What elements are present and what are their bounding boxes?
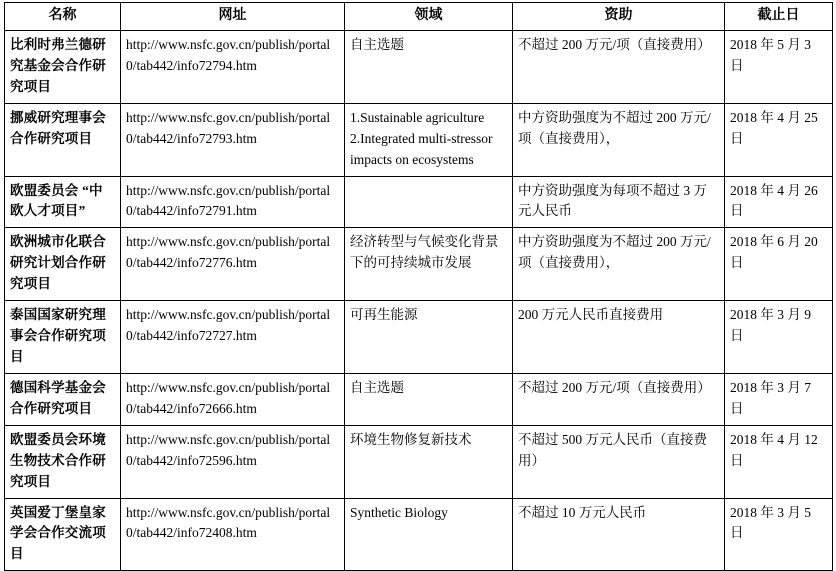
cell-field: 自主选题 [345,31,513,104]
table-body [5,31,833,571]
cell-url[interactable]: http://www.nsfc.gov.cn/publish/portal0/tab442/info72408.htm [121,498,345,571]
cell-deadline: 2018 年 3 月 9 日 [725,301,833,374]
table-row [5,103,833,176]
table-row [5,301,833,374]
cell-name: 泰国国家研究理事会合作研究项目 [5,301,121,374]
table-header-row [5,3,833,31]
cell-url[interactable]: http://www.nsfc.gov.cn/publish/portal0/tab442/info72793.htm [121,103,345,176]
table-row [5,228,833,301]
cell-field: 可再生能源 [345,301,513,374]
cell-url[interactable]: http://www.nsfc.gov.cn/publish/portal0/tab442/info72791.htm [121,176,345,228]
cell-name: 欧洲城市化联合研究计划合作研究项目 [5,228,121,301]
cell-deadline: 2018 年 4 月 25 日 [725,103,833,176]
cell-url[interactable]: http://www.nsfc.gov.cn/publish/portal0/tab442/info72596.htm [121,425,345,498]
cell-url[interactable]: http://www.nsfc.gov.cn/publish/portal0/tab442/info72727.htm [121,301,345,374]
cell-funding: 不超过 200 万元/项（直接费用） [513,373,725,425]
cell-funding: 不超过 200 万元/项（直接费用） [513,31,725,104]
cell-funding: 中方资助强度为每项不超过 3 万元人民币 [513,176,725,228]
cell-name: 德国科学基金会合作研究项目 [5,373,121,425]
cell-deadline: 2018 年 4 月 26 日 [725,176,833,228]
cell-funding: 200 万元人民币直接费用 [513,301,725,374]
cell-url[interactable]: http://www.nsfc.gov.cn/publish/portal0/tab442/info72666.htm [121,373,345,425]
column-header-funding: 资助 [513,3,725,31]
cell-name: 比利时弗兰德研究基金会合作研究项目 [5,31,121,104]
cell-funding: 不超过 10 万元人民币 [513,498,725,571]
table-row [5,498,833,571]
column-header-name: 名称 [5,3,121,31]
cell-field: 经济转型与气候变化背景下的可持续城市发展 [345,228,513,301]
cell-field: 自主选题 [345,373,513,425]
cell-deadline: 2018 年 6 月 20 日 [725,228,833,301]
cell-name: 欧盟委员会环境生物技术合作研究项目 [5,425,121,498]
cell-field: 环境生物修复新技术 [345,425,513,498]
cell-url[interactable]: http://www.nsfc.gov.cn/publish/portal0/tab442/info72776.htm [121,228,345,301]
table-row [5,31,833,104]
cell-field [345,176,513,228]
table-row [5,425,833,498]
column-header-url: 网址 [121,3,345,31]
cell-name: 英国爱丁堡皇家学会合作交流项目 [5,498,121,571]
grant-opportunities-table [4,2,833,571]
cell-funding: 中方资助强度为不超过 200 万元/项（直接费用）， [513,103,725,176]
cell-deadline: 2018 年 3 月 7 日 [725,373,833,425]
cell-funding: 中方资助强度为不超过 200 万元/项（直接费用）， [513,228,725,301]
cell-deadline: 2018 年 4 月 12 日 [725,425,833,498]
cell-name: 挪威研究理事会合作研究项目 [5,103,121,176]
column-header-deadline: 截止日 [725,3,833,31]
cell-funding: 不超过 500 万元人民币（直接费用） [513,425,725,498]
cell-field: Synthetic Biology [345,498,513,571]
cell-deadline: 2018 年 5 月 3 日 [725,31,833,104]
table-row [5,176,833,228]
column-header-field: 领域 [345,3,513,31]
cell-field: 1.Sustainable agriculture 2.Integrated multi-stressor impacts on ecosystems [345,103,513,176]
cell-name: 欧盟委员会 “中欧人才项目” [5,176,121,228]
table-row [5,373,833,425]
cell-url[interactable]: http://www.nsfc.gov.cn/publish/portal0/tab442/info72794.htm [121,31,345,104]
cell-deadline: 2018 年 3 月 5 日 [725,498,833,571]
